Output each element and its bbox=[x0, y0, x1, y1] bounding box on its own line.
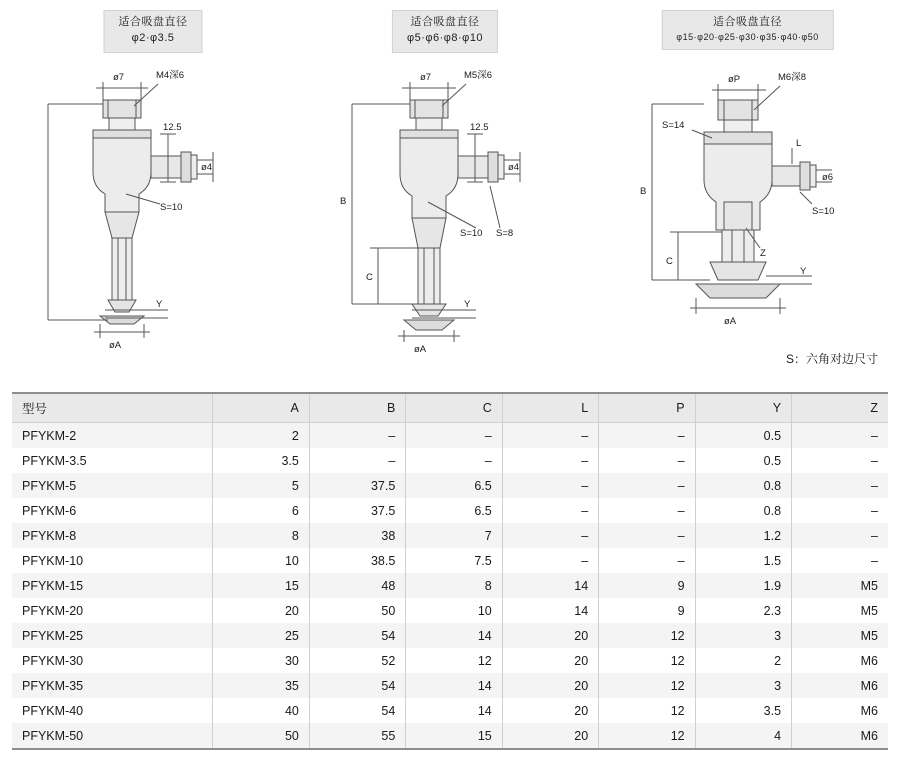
spec-table-wrapper bbox=[12, 392, 888, 750]
panel-3-label-z: Z bbox=[760, 248, 766, 259]
cell-c: 14 bbox=[406, 698, 502, 723]
cell-l: 14 bbox=[502, 573, 598, 598]
table-row bbox=[12, 673, 888, 698]
panel-3-caption bbox=[661, 10, 833, 50]
cell-a: 50 bbox=[213, 723, 309, 749]
cell-model: PFYKM-15 bbox=[12, 573, 213, 598]
cell-model: PFYKM-2 bbox=[12, 423, 213, 449]
cell-l: – bbox=[502, 498, 598, 523]
table-row bbox=[12, 523, 888, 548]
column-header-c: C bbox=[406, 393, 502, 423]
panel-2-caption bbox=[392, 10, 498, 53]
panel-2-caption-sub: φ5·φ6·φ8·φ10 bbox=[406, 31, 484, 44]
cell-b: – bbox=[309, 448, 405, 473]
cell-z: – bbox=[792, 473, 888, 498]
cell-c: 14 bbox=[406, 623, 502, 648]
cell-b: 38 bbox=[309, 523, 405, 548]
cell-l: 20 bbox=[502, 723, 598, 749]
cell-a: 40 bbox=[213, 698, 309, 723]
table-header-row bbox=[12, 393, 888, 423]
panel-3-label-hex-s-right: S=10 bbox=[812, 206, 835, 217]
cell-p: 12 bbox=[599, 698, 695, 723]
panel-2-label-port-dia: ø4 bbox=[508, 162, 520, 173]
diagram-area bbox=[0, 0, 900, 366]
table-row bbox=[12, 648, 888, 673]
cell-y: 3 bbox=[695, 623, 791, 648]
cell-y: 2.3 bbox=[695, 598, 791, 623]
panel-2-label-thread: M5深6 bbox=[464, 70, 492, 81]
cell-l: – bbox=[502, 423, 598, 449]
panel-3-label-pad-dia: øA bbox=[724, 316, 737, 327]
cell-p: – bbox=[599, 523, 695, 548]
cell-p: 9 bbox=[599, 598, 695, 623]
cell-a: 15 bbox=[213, 573, 309, 598]
panel-2-label-y: Y bbox=[464, 299, 471, 310]
panel-2-label-top-dia: ø7 bbox=[420, 72, 432, 83]
cell-l: 20 bbox=[502, 673, 598, 698]
spec-table bbox=[12, 392, 888, 750]
panel-1-label-port-dia: ø4 bbox=[201, 162, 213, 173]
cell-y: 1.2 bbox=[695, 523, 791, 548]
table-row bbox=[12, 548, 888, 573]
cell-z: M6 bbox=[792, 698, 888, 723]
column-header-p: P bbox=[599, 393, 695, 423]
cell-y: 2 bbox=[695, 648, 791, 673]
table-row bbox=[12, 423, 888, 449]
table-row bbox=[12, 598, 888, 623]
cell-y: 0.5 bbox=[695, 423, 791, 449]
cell-model: PFYKM-35 bbox=[12, 673, 213, 698]
cell-z: – bbox=[792, 423, 888, 449]
cell-l: – bbox=[502, 448, 598, 473]
cell-p: 12 bbox=[599, 723, 695, 749]
panel-1-caption-sub: φ2·φ3.5 bbox=[131, 31, 175, 44]
panel-2-label-hex-s-right: S=8 bbox=[496, 228, 514, 239]
cell-p: – bbox=[599, 548, 695, 573]
cell-model: PFYKM-10 bbox=[12, 548, 213, 573]
cell-a: 10 bbox=[213, 548, 309, 573]
column-header-y: Y bbox=[695, 393, 791, 423]
cell-l: 14 bbox=[502, 598, 598, 623]
cell-b: 37.5 bbox=[309, 473, 405, 498]
table-row bbox=[12, 723, 888, 749]
cell-model: PFYKM-40 bbox=[12, 698, 213, 723]
cell-a: 6 bbox=[213, 498, 309, 523]
cell-a: 8 bbox=[213, 523, 309, 548]
cell-y: 3.5 bbox=[695, 698, 791, 723]
panel-3-label-hex-s-top: S=14 bbox=[662, 120, 685, 131]
cell-model: PFYKM-5 bbox=[12, 473, 213, 498]
cell-b: – bbox=[309, 423, 405, 449]
cell-b: 48 bbox=[309, 573, 405, 598]
cell-l: – bbox=[502, 473, 598, 498]
cell-a: 5 bbox=[213, 473, 309, 498]
cell-model: PFYKM-25 bbox=[12, 623, 213, 648]
cell-p: 12 bbox=[599, 648, 695, 673]
panel-1-label-thread: M4深6 bbox=[156, 70, 184, 81]
cell-l: 20 bbox=[502, 698, 598, 723]
panel-1-caption bbox=[104, 10, 203, 53]
diagram-panel-1 bbox=[8, 0, 298, 351]
column-header-z: Z bbox=[792, 393, 888, 423]
cell-b: 54 bbox=[309, 673, 405, 698]
panel-3-label-port-dia: ø6 bbox=[822, 172, 834, 183]
cell-model: PFYKM-30 bbox=[12, 648, 213, 673]
cell-y: 1.9 bbox=[695, 573, 791, 598]
cell-z: M6 bbox=[792, 648, 888, 673]
table-row bbox=[12, 448, 888, 473]
cell-b: 54 bbox=[309, 623, 405, 648]
panel-2-drawing bbox=[300, 52, 590, 355]
panel-2-label-b: B bbox=[340, 196, 347, 207]
cell-p: 12 bbox=[599, 673, 695, 698]
cell-a: 2 bbox=[213, 423, 309, 449]
cell-c: 7.5 bbox=[406, 548, 502, 573]
cell-model: PFYKM-8 bbox=[12, 523, 213, 548]
panel-2-label-height: 12.5 bbox=[470, 122, 489, 133]
cell-c: – bbox=[406, 423, 502, 449]
cell-y: 0.8 bbox=[695, 498, 791, 523]
diagram-panel-2 bbox=[300, 0, 590, 355]
panel-3-label-y: Y bbox=[800, 266, 807, 277]
spec-table-head bbox=[12, 393, 888, 423]
cell-z: M5 bbox=[792, 573, 888, 598]
panel-3-label-c: C bbox=[666, 256, 673, 267]
panel-1-drawing bbox=[8, 52, 298, 351]
spec-table-body bbox=[12, 423, 888, 750]
cell-c: – bbox=[406, 448, 502, 473]
cell-p: 9 bbox=[599, 573, 695, 598]
cell-b: 38.5 bbox=[309, 548, 405, 573]
column-header-l: L bbox=[502, 393, 598, 423]
panel-2-label-c: C bbox=[366, 272, 373, 283]
panel-1-label-pad-dia: øA bbox=[109, 340, 122, 351]
panel-1-caption-title: 适合吸盘直径 bbox=[118, 16, 188, 28]
panel-3-caption-title: 适合吸盘直径 bbox=[712, 16, 782, 28]
cell-model: PFYKM-20 bbox=[12, 598, 213, 623]
cell-a: 20 bbox=[213, 598, 309, 623]
table-row bbox=[12, 698, 888, 723]
table-row bbox=[12, 573, 888, 598]
panel-1-label-top-dia: ø7 bbox=[113, 72, 125, 83]
cell-z: – bbox=[792, 548, 888, 573]
table-row bbox=[12, 473, 888, 498]
cell-z: M6 bbox=[792, 723, 888, 749]
table-row bbox=[12, 623, 888, 648]
cell-p: – bbox=[599, 423, 695, 449]
panel-1-label-height: 12.5 bbox=[163, 122, 182, 133]
cell-l: – bbox=[502, 523, 598, 548]
column-header-model: 型号 bbox=[12, 393, 213, 423]
panel-3-label-l: L bbox=[796, 138, 802, 149]
cell-a: 25 bbox=[213, 623, 309, 648]
table-row bbox=[12, 498, 888, 523]
cell-l: 20 bbox=[502, 623, 598, 648]
cell-model: PFYKM-6 bbox=[12, 498, 213, 523]
cell-c: 6.5 bbox=[406, 473, 502, 498]
cell-y: 4 bbox=[695, 723, 791, 749]
cell-p: – bbox=[599, 498, 695, 523]
cell-model: PFYKM-3.5 bbox=[12, 448, 213, 473]
panel-3-label-top-dia: øP bbox=[728, 74, 741, 85]
panel-3-label-b: B bbox=[640, 186, 647, 197]
cell-model: PFYKM-50 bbox=[12, 723, 213, 749]
cell-b: 37.5 bbox=[309, 498, 405, 523]
cell-c: 14 bbox=[406, 673, 502, 698]
cell-l: 20 bbox=[502, 648, 598, 673]
cell-c: 15 bbox=[406, 723, 502, 749]
panel-1-label-hex-s-left: S=10 bbox=[160, 202, 183, 213]
cell-l: – bbox=[502, 548, 598, 573]
cell-z: – bbox=[792, 523, 888, 548]
cell-y: 3 bbox=[695, 673, 791, 698]
panel-3-caption-sub: φ15·φ20·φ25·φ30·φ35·φ40·φ50 bbox=[676, 31, 819, 42]
cell-c: 7 bbox=[406, 523, 502, 548]
cell-c: 6.5 bbox=[406, 498, 502, 523]
cell-z: M6 bbox=[792, 673, 888, 698]
cell-b: 55 bbox=[309, 723, 405, 749]
hex-note: S：六角对边尺寸 bbox=[785, 352, 878, 366]
cell-z: M5 bbox=[792, 623, 888, 648]
cell-p: – bbox=[599, 473, 695, 498]
panel-3-drawing bbox=[600, 52, 895, 342]
diagram-panel-3 bbox=[600, 0, 895, 345]
column-header-a: A bbox=[213, 393, 309, 423]
panel-1-label-y: Y bbox=[156, 299, 163, 310]
cell-z: – bbox=[792, 448, 888, 473]
cell-p: 12 bbox=[599, 623, 695, 648]
panel-3-label-thread: M6深8 bbox=[778, 72, 806, 83]
cell-y: 1.5 bbox=[695, 548, 791, 573]
column-header-b: B bbox=[309, 393, 405, 423]
panel-2-label-pad-dia: øA bbox=[414, 344, 427, 355]
panel-2-caption-title: 适合吸盘直径 bbox=[410, 16, 480, 28]
cell-a: 35 bbox=[213, 673, 309, 698]
cell-p: – bbox=[599, 448, 695, 473]
cell-y: 0.8 bbox=[695, 473, 791, 498]
cell-b: 54 bbox=[309, 698, 405, 723]
cell-b: 52 bbox=[309, 648, 405, 673]
cell-b: 50 bbox=[309, 598, 405, 623]
cell-c: 12 bbox=[406, 648, 502, 673]
cell-y: 0.5 bbox=[695, 448, 791, 473]
cell-a: 30 bbox=[213, 648, 309, 673]
cell-a: 3.5 bbox=[213, 448, 309, 473]
cell-z: – bbox=[792, 498, 888, 523]
panel-2-label-hex-s-left: S=10 bbox=[460, 228, 483, 239]
cell-c: 8 bbox=[406, 573, 502, 598]
cell-z: M5 bbox=[792, 598, 888, 623]
cell-c: 10 bbox=[406, 598, 502, 623]
